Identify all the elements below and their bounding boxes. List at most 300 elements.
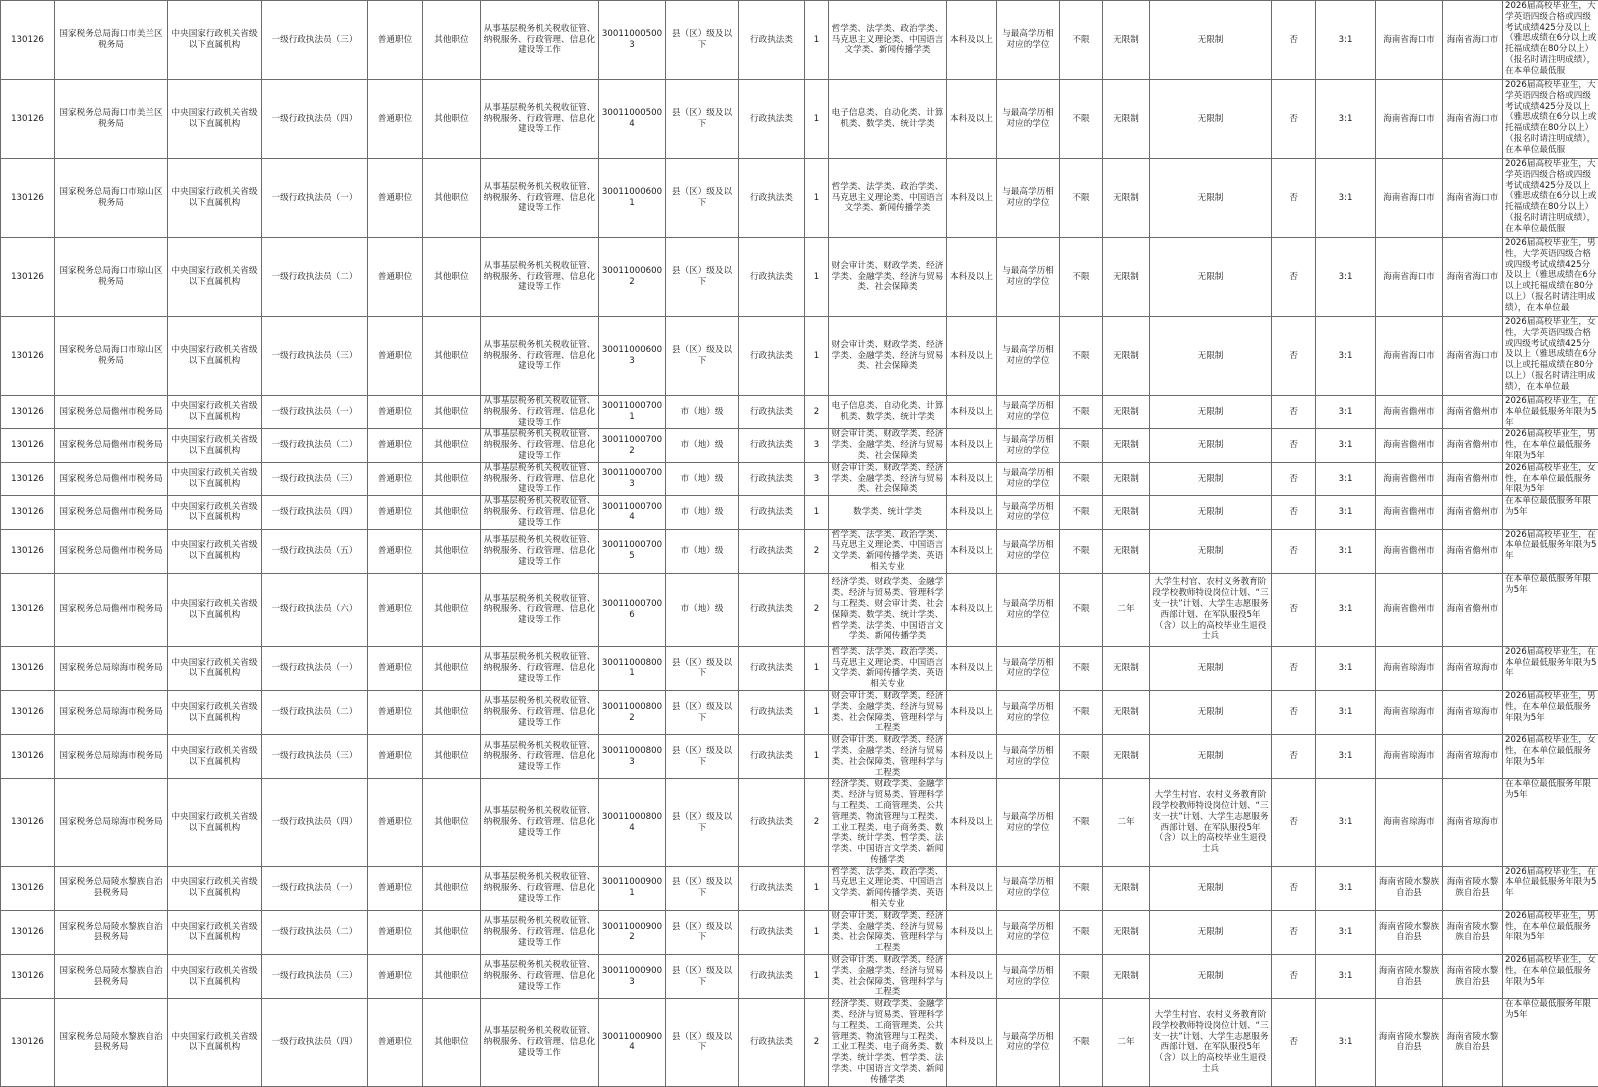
recruit-number-cell: 3: [805, 462, 829, 495]
agency-nature-cell: 中央国家行政机关省级以下直属机构: [168, 496, 262, 529]
position-description-cell: 从事基层税务机关税收征管、纳税服务、行政管理、信息化建设等工作: [481, 396, 599, 429]
interview-ratio-cell: 3:1: [1316, 80, 1376, 159]
position-distribution-cell: 其他职位: [423, 529, 481, 573]
position-name-cell: 一级行政执法员（六）: [262, 573, 368, 646]
recruit-number-cell: 1: [805, 866, 829, 910]
settle-location-cell: 海南省陵水黎族自治县: [1443, 910, 1503, 954]
education-cell: 本科及以上: [947, 690, 997, 734]
exam-category-cell: 行政执法类: [739, 955, 805, 999]
position-name-cell: 一级行政执法员（一）: [262, 159, 368, 238]
position-distribution-cell: 其他职位: [423, 573, 481, 646]
position-description-cell: 从事基层税务机关税收征管、纳税服务、行政管理、信息化建设等工作: [481, 529, 599, 573]
position-name-cell: 一级行政执法员（四）: [262, 999, 368, 1086]
project-only-cell: 否: [1272, 396, 1316, 429]
remarks-cell: 2026届高校毕业生，女性，在本单位最低服务年限为5年: [1503, 735, 1598, 779]
table-row: [1, 462, 1598, 495]
unit-code-cell: 130126: [1, 866, 55, 910]
table-row: [1, 999, 1598, 1086]
work-location-cell: 海南省儋州市: [1376, 429, 1443, 462]
remarks-cell: 2026届高校毕业生，男性，大学英语四级合格或四级考试成绩425分及以上（雅思成绩在6分以上或托福成绩在80分以上）（报名时请注明成绩），在本单位最: [1503, 238, 1598, 317]
work-location-cell: 海南省儋州市: [1376, 396, 1443, 429]
unit-code-cell: 130126: [1, 690, 55, 734]
interview-ratio-cell: 3:1: [1316, 866, 1376, 910]
recruit-number-cell: 2: [805, 529, 829, 573]
work-experience-cell: 无限制: [1103, 910, 1150, 954]
position-description-cell: 从事基层税务机关税收征管、纳税服务、行政管理、信息化建设等工作: [481, 462, 599, 495]
unit-code-cell: 130126: [1, 779, 55, 866]
work-location-cell: 海南省陵水黎族自治县: [1376, 910, 1443, 954]
department-cell: 国家税务总局儋州市税务局: [55, 429, 168, 462]
work-location-cell: 海南省陵水黎族自治县: [1376, 955, 1443, 999]
work-experience-cell: 二年: [1103, 573, 1150, 646]
work-experience-cell: 二年: [1103, 999, 1150, 1086]
table-row: [1, 646, 1598, 690]
agency-nature-cell: 中央国家行政机关省级以下直属机构: [168, 690, 262, 734]
position-description-cell: 从事基层税务机关税收征管、纳税服务、行政管理、信息化建设等工作: [481, 573, 599, 646]
project-only-cell: 否: [1272, 80, 1316, 159]
position-attribute-cell: 普通职位: [368, 646, 423, 690]
work-location-cell: 海南省琼海市: [1376, 735, 1443, 779]
position-distribution-cell: 其他职位: [423, 396, 481, 429]
exam-category-cell: 行政执法类: [739, 866, 805, 910]
education-cell: 本科及以上: [947, 159, 997, 238]
recruit-number-cell: 3: [805, 429, 829, 462]
work-location-cell: 海南省陵水黎族自治县: [1376, 866, 1443, 910]
service-project-cell: 无限制: [1150, 646, 1272, 690]
major-cell: 哲学类、法学类、政治学类、马克思主义理论类、中国语言文学类、新闻传播学类: [829, 159, 947, 238]
recruit-number-cell: 1: [805, 238, 829, 317]
education-cell: 本科及以上: [947, 999, 997, 1086]
position-code-cell: 300110009001: [599, 866, 666, 910]
remarks-cell: 2026届高校毕业生，女性，在本单位最低服务年限为5年: [1503, 955, 1598, 999]
position-description-cell: 从事基层税务机关税收征管、纳税服务、行政管理、信息化建设等工作: [481, 429, 599, 462]
unit-code-cell: 130126: [1, 80, 55, 159]
agency-level-cell: 县（区）级及以下: [666, 690, 739, 734]
agency-level-cell: 县（区）级及以下: [666, 955, 739, 999]
remarks-cell: 2026届高校毕业生，男性，在本单位最低服务年限为5年: [1503, 429, 1598, 462]
department-cell: 国家税务总局陵水黎族自治县税务局: [55, 955, 168, 999]
table-row: [1, 1, 1598, 80]
exam-category-cell: 行政执法类: [739, 238, 805, 317]
political-status-cell: 不限: [1060, 80, 1103, 159]
position-code-cell: 300110005004: [599, 80, 666, 159]
agency-nature-cell: 中央国家行政机关省级以下直属机构: [168, 317, 262, 396]
political-status-cell: 不限: [1060, 496, 1103, 529]
position-description-cell: 从事基层税务机关税收征管、纳税服务、行政管理、信息化建设等工作: [481, 999, 599, 1086]
position-code-cell: 300110007005: [599, 529, 666, 573]
position-code-cell: 300110008002: [599, 690, 666, 734]
position-code-cell: 300110009004: [599, 999, 666, 1086]
department-cell: 国家税务总局陵水黎族自治县税务局: [55, 910, 168, 954]
position-distribution-cell: 其他职位: [423, 999, 481, 1086]
remarks-cell: 2026届高校毕业生，大学英语四级合格或四级考试成绩425分及以上（雅思成绩在6分以上或托福成绩在80分以上）（报名时请注明成绩），在本单位最低服: [1503, 159, 1598, 238]
degree-cell: 与最高学历相对应的学位: [997, 779, 1060, 866]
position-distribution-cell: 其他职位: [423, 910, 481, 954]
table-row: [1, 866, 1598, 910]
unit-code-cell: 130126: [1, 573, 55, 646]
major-cell: 财会审计类、财政学类、经济学类、金融学类、经济与贸易类、社会保障类: [829, 429, 947, 462]
position-attribute-cell: 普通职位: [368, 159, 423, 238]
work-location-cell: 海南省陵水黎族自治县: [1376, 999, 1443, 1086]
position-description-cell: 从事基层税务机关税收征管、纳税服务、行政管理、信息化建设等工作: [481, 159, 599, 238]
work-experience-cell: 无限制: [1103, 80, 1150, 159]
major-cell: 财会审计类、财政学类、经济学类、金融学类、经济与贸易类、社会保障类: [829, 462, 947, 495]
major-cell: 财会审计类、财政学类、经济学类、金融学类、经济与贸易类、社会保障类、管理科学与工程类: [829, 690, 947, 734]
position-name-cell: 一级行政执法员（四）: [262, 496, 368, 529]
department-cell: 国家税务总局海口市琼山区税务局: [55, 317, 168, 396]
work-experience-cell: 无限制: [1103, 866, 1150, 910]
table-row: [1, 429, 1598, 462]
service-project-cell: 无限制: [1150, 317, 1272, 396]
unit-code-cell: 130126: [1, 159, 55, 238]
position-attribute-cell: 普通职位: [368, 690, 423, 734]
settle-location-cell: 海南省儋州市: [1443, 429, 1503, 462]
education-cell: 本科及以上: [947, 910, 997, 954]
settle-location-cell: 海南省陵水黎族自治县: [1443, 999, 1503, 1086]
work-location-cell: 海南省儋州市: [1376, 573, 1443, 646]
settle-location-cell: 海南省海口市: [1443, 317, 1503, 396]
unit-code-cell: 130126: [1, 646, 55, 690]
remarks-cell: 在本单位最低服务年限为5年: [1503, 573, 1598, 646]
service-project-cell: 无限制: [1150, 159, 1272, 238]
exam-category-cell: 行政执法类: [739, 317, 805, 396]
remarks-cell: 在本单位最低服务年限为5年: [1503, 999, 1598, 1086]
table-row: [1, 317, 1598, 396]
interview-ratio-cell: 3:1: [1316, 529, 1376, 573]
agency-level-cell: 县（区）级及以下: [666, 735, 739, 779]
degree-cell: 与最高学历相对应的学位: [997, 1, 1060, 80]
exam-category-cell: 行政执法类: [739, 80, 805, 159]
position-code-cell: 300110008001: [599, 646, 666, 690]
project-only-cell: 否: [1272, 779, 1316, 866]
settle-location-cell: 海南省儋州市: [1443, 396, 1503, 429]
department-cell: 国家税务总局儋州市税务局: [55, 396, 168, 429]
remarks-cell: 2026届高校毕业生，在本单位最低服务年限为5年: [1503, 866, 1598, 910]
agency-level-cell: 县（区）级及以下: [666, 910, 739, 954]
agency-nature-cell: 中央国家行政机关省级以下直属机构: [168, 955, 262, 999]
position-distribution-cell: 其他职位: [423, 496, 481, 529]
interview-ratio-cell: 3:1: [1316, 573, 1376, 646]
settle-location-cell: 海南省儋州市: [1443, 529, 1503, 573]
work-experience-cell: 无限制: [1103, 735, 1150, 779]
remarks-cell: 在本单位最低服务年限为5年: [1503, 779, 1598, 866]
position-description-cell: 从事基层税务机关税收征管、纳税服务、行政管理、信息化建设等工作: [481, 955, 599, 999]
position-code-cell: 300110008004: [599, 779, 666, 866]
position-name-cell: 一级行政执法员（四）: [262, 80, 368, 159]
position-code-cell: 300110007001: [599, 396, 666, 429]
department-cell: 国家税务总局儋州市税务局: [55, 529, 168, 573]
settle-location-cell: 海南省儋州市: [1443, 496, 1503, 529]
degree-cell: 与最高学历相对应的学位: [997, 866, 1060, 910]
exam-category-cell: 行政执法类: [739, 1, 805, 80]
agency-nature-cell: 中央国家行政机关省级以下直属机构: [168, 735, 262, 779]
position-description-cell: 从事基层税务机关税收征管、纳税服务、行政管理、信息化建设等工作: [481, 735, 599, 779]
work-experience-cell: 二年: [1103, 779, 1150, 866]
unit-code-cell: 130126: [1, 955, 55, 999]
interview-ratio-cell: 3:1: [1316, 462, 1376, 495]
department-cell: 国家税务总局儋州市税务局: [55, 496, 168, 529]
exam-category-cell: 行政执法类: [739, 529, 805, 573]
work-location-cell: 海南省儋州市: [1376, 529, 1443, 573]
major-cell: 经济学类、财政学类、金融学类、经济与贸易类、管理科学与工程类、工商管理类、公共管理类、物流管理与工程类、工业工程类、电子商务类、数学类、统计学类、哲学类、法学类、中国语言文学类、新闻传播学类: [829, 999, 947, 1086]
position-code-cell: 300110006003: [599, 317, 666, 396]
position-code-cell: 300110007003: [599, 462, 666, 495]
position-distribution-cell: 其他职位: [423, 955, 481, 999]
department-cell: 国家税务总局琼海市税务局: [55, 646, 168, 690]
table-row: [1, 690, 1598, 734]
position-name-cell: 一级行政执法员（三）: [262, 462, 368, 495]
remarks-cell: 2026届高校毕业生，女性，大学英语四级合格或四级考试成绩425分及以上（雅思成绩在6分以上或托福成绩在80分以上）（报名时请注明成绩），在本单位最: [1503, 317, 1598, 396]
recruit-number-cell: 1: [805, 1, 829, 80]
agency-nature-cell: 中央国家行政机关省级以下直属机构: [168, 80, 262, 159]
education-cell: 本科及以上: [947, 238, 997, 317]
agency-level-cell: 市（地）级: [666, 496, 739, 529]
position-attribute-cell: 普通职位: [368, 866, 423, 910]
exam-category-cell: 行政执法类: [739, 779, 805, 866]
education-cell: 本科及以上: [947, 573, 997, 646]
interview-ratio-cell: 3:1: [1316, 238, 1376, 317]
position-attribute-cell: 普通职位: [368, 529, 423, 573]
unit-code-cell: 130126: [1, 496, 55, 529]
position-attribute-cell: 普通职位: [368, 462, 423, 495]
unit-code-cell: 130126: [1, 462, 55, 495]
position-code-cell: 300110007006: [599, 573, 666, 646]
unit-code-cell: 130126: [1, 529, 55, 573]
agency-level-cell: 县（区）级及以下: [666, 866, 739, 910]
settle-location-cell: 海南省陵水黎族自治县: [1443, 955, 1503, 999]
position-attribute-cell: 普通职位: [368, 238, 423, 317]
degree-cell: 与最高学历相对应的学位: [997, 429, 1060, 462]
position-name-cell: 一级行政执法员（一）: [262, 646, 368, 690]
major-cell: 经济学类、财政学类、金融学类、经济与贸易类、管理科学与工程类、工商管理类、公共管理类、物流管理与工程类、工业工程类、电子商务类、数学类、统计学类、哲学类、法学类、中国语言文学类、新闻传播学类: [829, 779, 947, 866]
interview-ratio-cell: 3:1: [1316, 396, 1376, 429]
agency-nature-cell: 中央国家行政机关省级以下直属机构: [168, 238, 262, 317]
work-location-cell: 海南省琼海市: [1376, 779, 1443, 866]
agency-nature-cell: 中央国家行政机关省级以下直属机构: [168, 462, 262, 495]
major-cell: 哲学类、法学类、政治学类、马克思主义理论类、中国语言文学类、新闻传播学类: [829, 1, 947, 80]
unit-code-cell: 130126: [1, 317, 55, 396]
service-project-cell: 无限制: [1150, 866, 1272, 910]
position-distribution-cell: 其他职位: [423, 80, 481, 159]
work-experience-cell: 无限制: [1103, 529, 1150, 573]
political-status-cell: 不限: [1060, 690, 1103, 734]
position-description-cell: 从事基层税务机关税收征管、纳税服务、行政管理、信息化建设等工作: [481, 866, 599, 910]
work-experience-cell: 无限制: [1103, 159, 1150, 238]
exam-category-cell: 行政执法类: [739, 159, 805, 238]
position-code-cell: 300110006002: [599, 238, 666, 317]
service-project-cell: 无限制: [1150, 910, 1272, 954]
major-cell: 哲学类、法学类、政治学类、马克思主义理论类、中国语言文学类、新闻传播学类、英语相关专业: [829, 866, 947, 910]
degree-cell: 与最高学历相对应的学位: [997, 462, 1060, 495]
position-code-cell: 300110009002: [599, 910, 666, 954]
degree-cell: 与最高学历相对应的学位: [997, 573, 1060, 646]
degree-cell: 与最高学历相对应的学位: [997, 690, 1060, 734]
position-code-cell: 300110007004: [599, 496, 666, 529]
major-cell: 哲学类、法学类、政治学类、马克思主义理论类、中国语言文学类、新闻传播学类、英语相关专业: [829, 529, 947, 573]
agency-nature-cell: 中央国家行政机关省级以下直属机构: [168, 910, 262, 954]
position-name-cell: 一级行政执法员（三）: [262, 317, 368, 396]
remarks-cell: 在本单位最低服务年限为5年: [1503, 496, 1598, 529]
position-distribution-cell: 其他职位: [423, 1, 481, 80]
agency-nature-cell: 中央国家行政机关省级以下直属机构: [168, 429, 262, 462]
position-description-cell: 从事基层税务机关税收征管、纳税服务、行政管理、信息化建设等工作: [481, 1, 599, 80]
table-row: [1, 529, 1598, 573]
position-name-cell: 一级行政执法员（一）: [262, 866, 368, 910]
agency-nature-cell: 中央国家行政机关省级以下直属机构: [168, 646, 262, 690]
education-cell: 本科及以上: [947, 429, 997, 462]
political-status-cell: 不限: [1060, 429, 1103, 462]
service-project-cell: 无限制: [1150, 529, 1272, 573]
interview-ratio-cell: 3:1: [1316, 317, 1376, 396]
unit-code-cell: 130126: [1, 429, 55, 462]
project-only-cell: 否: [1272, 955, 1316, 999]
remarks-cell: 2026届高校毕业生，在本单位最低服务年限为5年: [1503, 396, 1598, 429]
agency-nature-cell: 中央国家行政机关省级以下直属机构: [168, 779, 262, 866]
unit-code-cell: 130126: [1, 999, 55, 1086]
department-cell: 国家税务总局海口市琼山区税务局: [55, 159, 168, 238]
agency-level-cell: 市（地）级: [666, 429, 739, 462]
work-location-cell: 海南省海口市: [1376, 80, 1443, 159]
position-name-cell: 一级行政执法员（二）: [262, 910, 368, 954]
table-row: [1, 573, 1598, 646]
position-description-cell: 从事基层税务机关税收征管、纳税服务、行政管理、信息化建设等工作: [481, 646, 599, 690]
position-attribute-cell: 普通职位: [368, 999, 423, 1086]
table-row: [1, 910, 1598, 954]
position-attribute-cell: 普通职位: [368, 396, 423, 429]
position-distribution-cell: 其他职位: [423, 735, 481, 779]
recruit-number-cell: 2: [805, 396, 829, 429]
work-experience-cell: 无限制: [1103, 646, 1150, 690]
major-cell: 电子信息类、自动化类、计算机类、数学类、统计学类: [829, 396, 947, 429]
settle-location-cell: 海南省海口市: [1443, 238, 1503, 317]
agency-level-cell: 市（地）级: [666, 573, 739, 646]
degree-cell: 与最高学历相对应的学位: [997, 735, 1060, 779]
settle-location-cell: 海南省琼海市: [1443, 735, 1503, 779]
settle-location-cell: 海南省儋州市: [1443, 462, 1503, 495]
project-only-cell: 否: [1272, 690, 1316, 734]
agency-level-cell: 市（地）级: [666, 529, 739, 573]
exam-category-cell: 行政执法类: [739, 462, 805, 495]
major-cell: 经济学类、财政学类、金融学类、经济与贸易类、管理科学与工程类、财会审计类、社会保障类、数学类、统计学类、哲学类、法学类、中国语言文学类、新闻传播学类: [829, 573, 947, 646]
position-attribute-cell: 普通职位: [368, 735, 423, 779]
exam-category-cell: 行政执法类: [739, 496, 805, 529]
unit-code-cell: 130126: [1, 910, 55, 954]
major-cell: 财会审计类、财政学类、经济学类、金融学类、经济与贸易类、社会保障类: [829, 317, 947, 396]
work-experience-cell: 无限制: [1103, 429, 1150, 462]
settle-location-cell: 海南省琼海市: [1443, 646, 1503, 690]
position-code-cell: 300110006001: [599, 159, 666, 238]
work-location-cell: 海南省儋州市: [1376, 462, 1443, 495]
position-description-cell: 从事基层税务机关税收征管、纳税服务、行政管理、信息化建设等工作: [481, 80, 599, 159]
degree-cell: 与最高学历相对应的学位: [997, 910, 1060, 954]
education-cell: 本科及以上: [947, 646, 997, 690]
political-status-cell: 不限: [1060, 955, 1103, 999]
agency-level-cell: 市（地）级: [666, 396, 739, 429]
education-cell: 本科及以上: [947, 1, 997, 80]
work-experience-cell: 无限制: [1103, 690, 1150, 734]
education-cell: 本科及以上: [947, 779, 997, 866]
work-location-cell: 海南省海口市: [1376, 159, 1443, 238]
work-location-cell: 海南省海口市: [1376, 1, 1443, 80]
agency-level-cell: 县（区）级及以下: [666, 238, 739, 317]
department-cell: 国家税务总局琼海市税务局: [55, 690, 168, 734]
position-description-cell: 从事基层税务机关税收征管、纳税服务、行政管理、信息化建设等工作: [481, 317, 599, 396]
department-cell: 国家税务总局琼海市税务局: [55, 779, 168, 866]
department-cell: 国家税务总局陵水黎族自治县税务局: [55, 999, 168, 1086]
service-project-cell: 大学生村官、农村义务教育阶段学校教师特设岗位计划、“三支一扶”计划、大学生志愿服务西部计划、在军队服役5年（含）以上的高校毕业生退役士兵: [1150, 573, 1272, 646]
education-cell: 本科及以上: [947, 462, 997, 495]
position-distribution-cell: 其他职位: [423, 779, 481, 866]
degree-cell: 与最高学历相对应的学位: [997, 496, 1060, 529]
education-cell: 本科及以上: [947, 735, 997, 779]
service-project-cell: 无限制: [1150, 690, 1272, 734]
project-only-cell: 否: [1272, 529, 1316, 573]
exam-category-cell: 行政执法类: [739, 429, 805, 462]
service-project-cell: 无限制: [1150, 955, 1272, 999]
position-distribution-cell: 其他职位: [423, 462, 481, 495]
interview-ratio-cell: 3:1: [1316, 999, 1376, 1086]
work-experience-cell: 无限制: [1103, 462, 1150, 495]
degree-cell: 与最高学历相对应的学位: [997, 396, 1060, 429]
position-attribute-cell: 普通职位: [368, 910, 423, 954]
department-cell: 国家税务总局海口市美兰区税务局: [55, 80, 168, 159]
recruit-number-cell: 1: [805, 735, 829, 779]
remarks-cell: 2026届高校毕业生，男性，在本单位最低服务年限为5年: [1503, 910, 1598, 954]
department-cell: 国家税务总局海口市美兰区税务局: [55, 1, 168, 80]
service-project-cell: 无限制: [1150, 735, 1272, 779]
interview-ratio-cell: 3:1: [1316, 496, 1376, 529]
department-cell: 国家税务总局儋州市税务局: [55, 573, 168, 646]
position-name-cell: 一级行政执法员（三）: [262, 955, 368, 999]
agency-level-cell: 县（区）级及以下: [666, 646, 739, 690]
settle-location-cell: 海南省琼海市: [1443, 779, 1503, 866]
education-cell: 本科及以上: [947, 529, 997, 573]
position-attribute-cell: 普通职位: [368, 429, 423, 462]
work-experience-cell: 无限制: [1103, 317, 1150, 396]
remarks-cell: 2026届高校毕业生，在本单位最低服务年限为5年: [1503, 529, 1598, 573]
agency-level-cell: 市（地）级: [666, 462, 739, 495]
position-description-cell: 从事基层税务机关税收征管、纳税服务、行政管理、信息化建设等工作: [481, 910, 599, 954]
position-attribute-cell: 普通职位: [368, 317, 423, 396]
interview-ratio-cell: 3:1: [1316, 646, 1376, 690]
exam-category-cell: 行政执法类: [739, 396, 805, 429]
department-cell: 国家税务总局琼海市税务局: [55, 735, 168, 779]
education-cell: 本科及以上: [947, 396, 997, 429]
political-status-cell: 不限: [1060, 159, 1103, 238]
position-attribute-cell: 普通职位: [368, 1, 423, 80]
political-status-cell: 不限: [1060, 866, 1103, 910]
unit-code-cell: 130126: [1, 238, 55, 317]
position-attribute-cell: 普通职位: [368, 573, 423, 646]
work-experience-cell: 无限制: [1103, 496, 1150, 529]
degree-cell: 与最高学历相对应的学位: [997, 80, 1060, 159]
interview-ratio-cell: 3:1: [1316, 735, 1376, 779]
education-cell: 本科及以上: [947, 80, 997, 159]
position-name-cell: 一级行政执法员（五）: [262, 529, 368, 573]
recruit-number-cell: 2: [805, 779, 829, 866]
unit-code-cell: 130126: [1, 1, 55, 80]
exam-category-cell: 行政执法类: [739, 690, 805, 734]
agency-level-cell: 县（区）级及以下: [666, 317, 739, 396]
service-project-cell: 无限制: [1150, 429, 1272, 462]
interview-ratio-cell: 3:1: [1316, 910, 1376, 954]
degree-cell: 与最高学历相对应的学位: [997, 238, 1060, 317]
remarks-cell: 2026届高校毕业生，女性，在本单位最低服务年限为5年: [1503, 462, 1598, 495]
project-only-cell: 否: [1272, 910, 1316, 954]
service-project-cell: 无限制: [1150, 462, 1272, 495]
exam-category-cell: 行政执法类: [739, 646, 805, 690]
position-name-cell: 一级行政执法员（二）: [262, 238, 368, 317]
